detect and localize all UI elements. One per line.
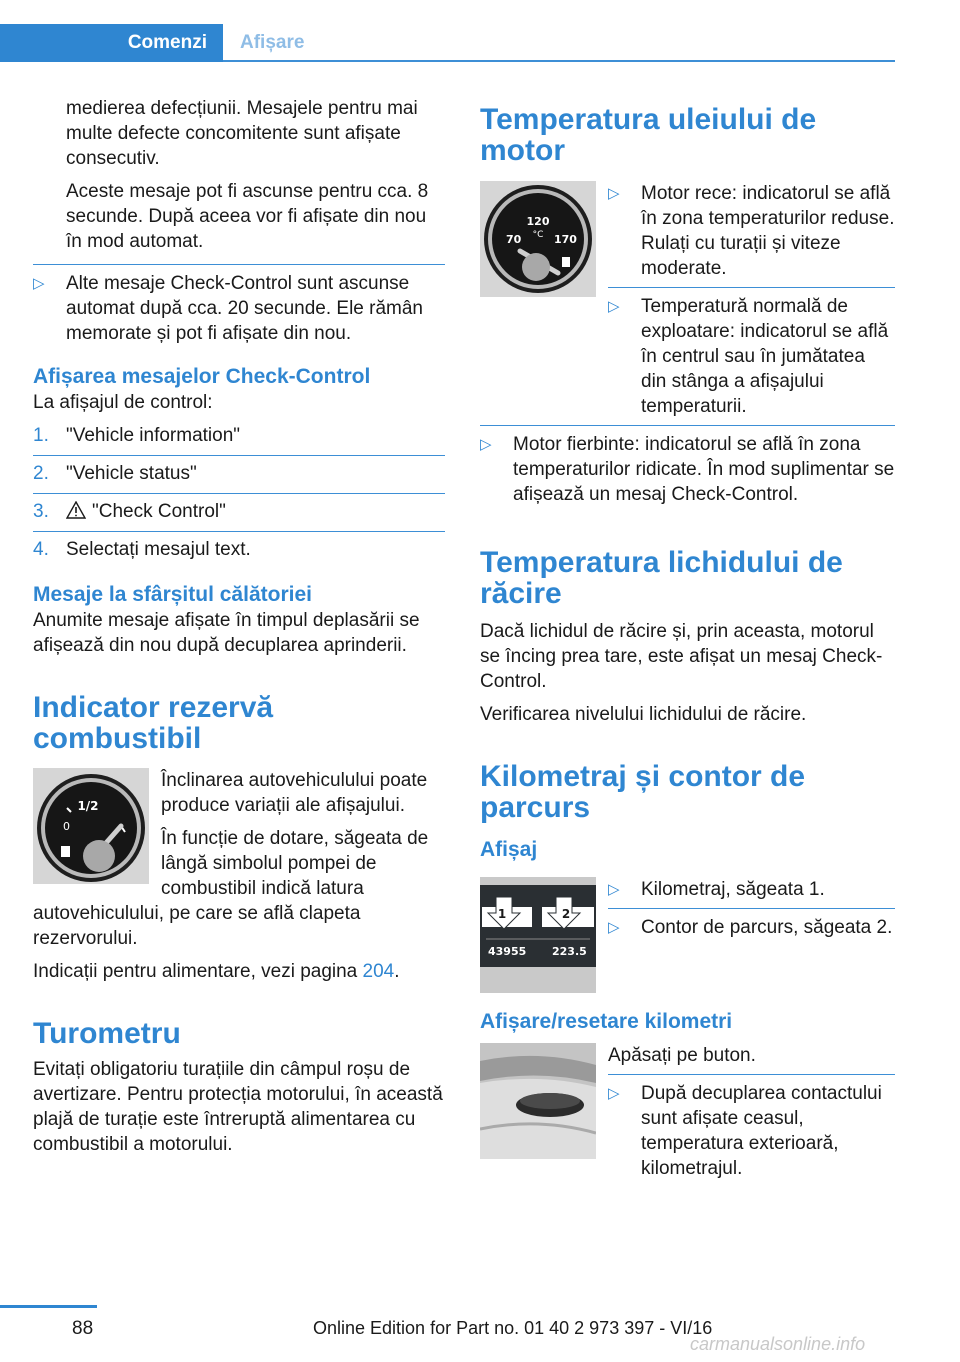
odometer-display-image	[480, 877, 596, 993]
fuel-gauge-image	[33, 768, 149, 884]
oil-gauge-image	[480, 181, 596, 297]
oil-gauge-unit-label: °C	[532, 230, 544, 240]
coolant-paragraph-2: Verificarea nivelului lichidului de răcire.	[480, 704, 807, 725]
list-item-text: Motor fierbinte: indicatorul se află în zona temperaturilor ridicate. În mod suplimentar se afișează un mesaj Check-Control.	[513, 434, 895, 505]
section-intro: La afișajul de control:	[33, 392, 213, 413]
subsection-title-display: Afișaj	[480, 838, 538, 861]
list-item-text: Kilometraj, săgeata 1.	[641, 879, 825, 900]
step-number: 3.	[33, 501, 49, 522]
bullet-list-checkcontrol	[33, 264, 445, 346]
tachometer-text: Evitați obligatoriu turațiile din câmpul roșu de avertizare. Pentru protecția motorului, în această plajă de turație este întreruptă alimentarea cu combustibil a motorului.	[33, 1059, 443, 1155]
step-text: Selectați mesajul text.	[66, 539, 251, 560]
list-item	[480, 432, 895, 507]
odo-arrow-2-label: 2	[561, 907, 571, 921]
odo-trip-value: 223.5	[552, 945, 587, 958]
section-title-end-of-trip: Mesaje la sfârșitul călătoriei	[33, 583, 312, 606]
left-column	[33, 96, 445, 1157]
list-item-text: Temperatură normală de exploatare: indicatorul se află în centrul sau în jumătatea din stânga a afișajului temperaturii.	[641, 296, 889, 417]
triangle-bullet-icon: ▷	[33, 275, 45, 292]
warning-triangle-icon	[66, 501, 86, 519]
step-text: "Vehicle status"	[66, 463, 197, 484]
step-number: 1.	[33, 425, 49, 446]
triangle-bullet-icon: ▷	[480, 436, 492, 453]
list-item	[608, 1081, 895, 1181]
step-item-1	[33, 423, 445, 448]
triangle-bullet-icon: ▷	[608, 1085, 620, 1102]
section-title-tachometer: Turometru	[33, 1017, 181, 1050]
list-item-text: După decuplarea contactului sunt afișate ceasul, temperatura exterioară, kilometrajul.	[641, 1083, 882, 1179]
list-item	[608, 877, 895, 902]
section-title-fuel-reserve: Indicator rezervă combustibil	[33, 691, 274, 755]
list-item	[608, 908, 895, 940]
oil-bullets-top	[608, 181, 895, 419]
step-item-2	[33, 455, 445, 486]
header-bar	[0, 24, 895, 62]
triangle-bullet-icon: ▷	[608, 185, 620, 202]
odo-arrow-1-label: 1	[497, 907, 507, 921]
list-item	[608, 181, 895, 281]
section-title-odometer: Kilometraj și contor de parcurs	[480, 760, 806, 824]
intro-paragraph-1: medierea defecțiunii. Mesajele pentru mai multe defecte concomitente sunt afișate consecutiv.	[66, 98, 418, 169]
triangle-bullet-icon: ▷	[608, 919, 620, 936]
page-number: 88	[72, 1318, 94, 1339]
fuel-ref-end: .	[394, 961, 400, 982]
list-item-text: Motor rece: indicatorul se află în zona temperaturilor reduse. Rulați cu turații și viteze moderate.	[641, 183, 895, 279]
list-item-text: Contor de parcurs, săgeata 2.	[641, 917, 893, 938]
section-text-end-of-trip: Anumite mesaje afișate în timpul deplasării se afișează din nou după decuplarea aprinderii.	[33, 610, 420, 656]
fuel-paragraph-2: În funcție de dotare, săgeata de lângă simbolul pompei de combustibil indică latura autovehiculului, pe care se află clapeta rezervorului.	[33, 828, 429, 949]
reset-intro: Apăsați pe buton.	[608, 1045, 756, 1066]
oil-gauge-high-label: 170	[554, 233, 577, 246]
section-title-oil-temperature: Temperatura uleiului de motor	[480, 103, 817, 167]
list-item-text: Alte mesaje Check-Control sunt ascunse automat după cca. 20 secunde. Ele rămân memorate și pot fi afișate din nou.	[66, 273, 424, 344]
footer-accent-line	[0, 1305, 97, 1308]
reset-bullets	[608, 1074, 895, 1181]
triangle-bullet-icon: ▷	[608, 881, 620, 898]
right-column	[480, 104, 895, 1187]
triangle-bullet-icon: ▷	[608, 298, 620, 315]
list-item	[608, 287, 895, 419]
tab-comenzi[interactable]: Comenzi	[0, 24, 223, 62]
section-title-checkcontrol-display: Afișarea mesajelor Check-Control	[33, 365, 371, 388]
oil-gauge-mid-label: 120	[526, 215, 550, 228]
reset-button-image	[480, 1043, 596, 1159]
fuel-gauge-zero-label: 0	[63, 820, 70, 833]
step-item-3	[33, 493, 445, 524]
oil-gauge-low-label: 70	[506, 233, 522, 246]
step-text: "Check Control"	[92, 501, 226, 522]
subsection-title-reset: Afișare/resetare kilometri	[480, 1010, 733, 1033]
fuel-gauge-half-label: 1/2	[77, 799, 99, 813]
step-item-4	[33, 531, 445, 562]
odo-total-value: 43955	[488, 945, 527, 958]
coolant-paragraph-1: Dacă lichidul de răcire și, prin aceasta, motorul se încing prea tare, este afișat un mesaj Check-Control.	[480, 621, 883, 692]
watermark-text: carmanualsonline.info	[690, 1334, 866, 1354]
steps-list	[33, 423, 445, 562]
odometer-bullets	[608, 877, 895, 940]
tab-afisare[interactable]: Afișare	[240, 32, 305, 53]
step-text: "Vehicle information"	[66, 425, 241, 446]
section-title-coolant: Temperatura lichidului de răcire	[480, 546, 843, 610]
fuel-ref-text: Indicații pentru alimentare, vezi pagina	[33, 961, 363, 982]
page-link-204[interactable]: 204	[362, 961, 395, 982]
intro-paragraph-2: Aceste mesaje pot fi ascunse pentru cca. 8 secunde. După aceea vor fi afișate din nou în mod automat.	[66, 181, 429, 252]
step-number: 4.	[33, 539, 49, 560]
edition-text: Online Edition for Part no. 01 40 2 973 397 - VI/16	[313, 1318, 713, 1338]
fuel-paragraph-3	[33, 959, 445, 984]
list-item	[33, 271, 445, 346]
fuel-paragraph-1: Înclinarea autovehiculului poate produce variații ale afișajului.	[161, 770, 428, 816]
oil-bullets-bottom	[480, 425, 895, 507]
step-number: 2.	[33, 463, 49, 484]
